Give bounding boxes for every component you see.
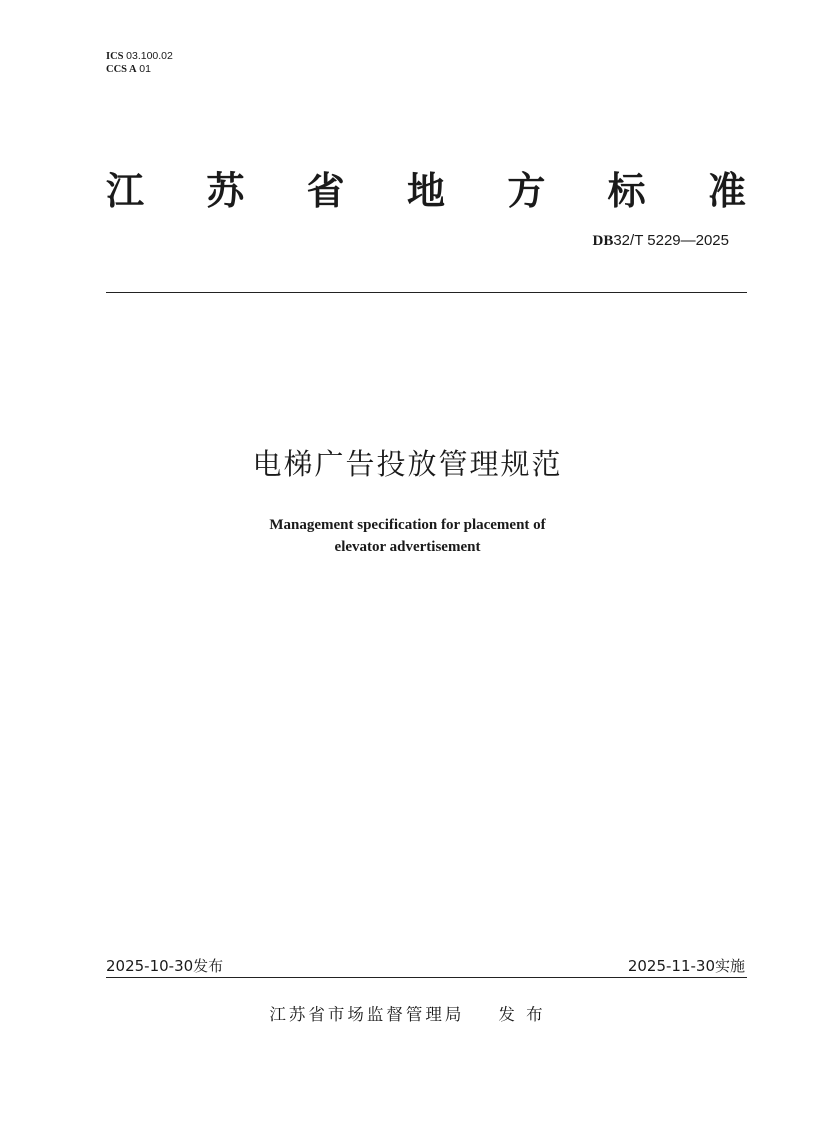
- issuer-action: 发 布: [498, 1005, 546, 1024]
- release-date: 2025-10-30发布: [106, 957, 224, 975]
- ics-line: [106, 50, 173, 63]
- standard-type-heading: [106, 160, 746, 215]
- ccs-line: [106, 63, 173, 76]
- ics-value: 03.100.02: [126, 50, 173, 62]
- top-divider: [106, 292, 747, 293]
- bottom-divider: [106, 977, 747, 978]
- standard-code-prefix: DB: [592, 233, 614, 249]
- ccs-value: 01: [139, 63, 151, 75]
- ics-label: ICS: [106, 51, 124, 62]
- standard-type-char: 方: [507, 169, 546, 213]
- standard-type-char: 标: [607, 169, 646, 213]
- title-en-line: elevator advertisement: [334, 539, 481, 555]
- document-title-zh: 电梯广告投放管理规范: [252, 447, 563, 481]
- standard-code-number: 32/T 5229—2025: [613, 232, 729, 249]
- standard-code: [593, 231, 730, 250]
- standard-type-char: 省: [306, 169, 345, 213]
- title-en-line: Management specification for placement of: [269, 517, 546, 533]
- issuer-name: 江苏省市场监督管理局: [269, 1005, 465, 1024]
- classification-codes: [106, 50, 173, 76]
- issuer-line: [0, 1001, 815, 1025]
- document-title-en: [0, 514, 815, 558]
- standard-type-char: 地: [406, 169, 445, 213]
- implement-date: 2025-11-30实施: [627, 957, 745, 975]
- standard-type-char: 江: [106, 169, 145, 213]
- standard-type-char: 准: [707, 169, 746, 213]
- ccs-label: CCS A: [106, 64, 137, 75]
- standard-type-char: 苏: [206, 169, 245, 213]
